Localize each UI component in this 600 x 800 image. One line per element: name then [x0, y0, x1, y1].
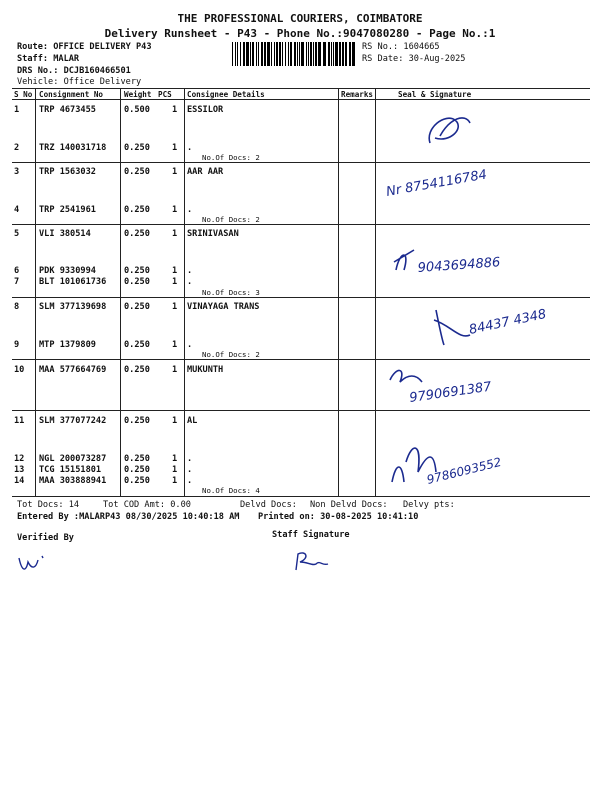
row-consignee: . — [187, 205, 193, 215]
row-pcs: 1 — [172, 229, 178, 239]
row-pcs: 1 — [172, 143, 178, 153]
row-pcs: 1 — [172, 277, 178, 287]
svg-text:9786093552: 9786093552 — [425, 454, 503, 487]
row-pcs: 1 — [172, 205, 178, 215]
row-pcs: 1 — [172, 465, 178, 475]
delivery-points: Delvy pts: — [403, 500, 455, 510]
signature-group6 — [388, 432, 548, 492]
drs-number: DRS No.: DCJB160466501 — [17, 66, 131, 76]
row-sno: 3 — [14, 167, 20, 177]
row-pcs: 1 — [172, 302, 178, 312]
col-divider — [375, 88, 376, 496]
barcode-bar — [323, 42, 326, 66]
barcode-bar — [279, 42, 281, 66]
row-sno: 2 — [14, 143, 20, 153]
row-sno: 10 — [14, 365, 25, 375]
group-divider — [12, 224, 590, 225]
signature-group1 — [420, 108, 480, 153]
delivered-docs: Delvd Docs: — [240, 500, 297, 510]
group-divider — [12, 297, 590, 298]
row-pcs: 1 — [172, 454, 178, 464]
company-name: THE PROFESSIONAL COURIERS, COIMBATORE — [177, 12, 423, 25]
row-sno: 11 — [14, 416, 25, 426]
col-divider — [338, 88, 339, 496]
docs-count: No.Of Docs: 2 — [202, 350, 260, 359]
verifier-signature — [16, 550, 50, 578]
row-weight: 0.250 — [124, 143, 150, 153]
barcode-bar — [333, 42, 334, 66]
row-sno: 5 — [14, 229, 20, 239]
total-docs: Tot Docs: 14 — [17, 500, 80, 510]
printed-on: Printed on: 30-08-2025 10:41:10 — [258, 512, 419, 522]
row-consignee: . — [187, 277, 193, 287]
row-weight: 0.250 — [124, 416, 150, 426]
svg-text:9043694886: 9043694886 — [417, 255, 501, 276]
row-consignment: MAA 303888941 — [39, 476, 107, 486]
row-weight: 0.250 — [124, 229, 150, 239]
barcode-bar — [349, 42, 351, 66]
row-consignment: PDK 9330994 — [39, 266, 96, 276]
barcode-bar — [243, 42, 245, 66]
barcode-bar — [250, 42, 251, 66]
barcode-bar — [267, 42, 270, 66]
barcode-bar — [335, 42, 338, 66]
row-consignee: AAR AAR — [187, 167, 224, 177]
row-sno: 1 — [14, 105, 20, 115]
row-consignee: . — [187, 340, 193, 350]
row-consignment: NGL 200073287 — [39, 454, 107, 464]
barcode-bar — [352, 42, 355, 66]
runsheet-title: Delivery Runsheet - P43 - Phone No.:9047080280 - Page No.:1 — [104, 27, 496, 40]
barcode-bar — [308, 42, 309, 66]
row-consignment: MTP 1379809 — [39, 340, 96, 350]
barcode-bar — [256, 42, 257, 66]
col-header-remarks: Remarks — [341, 90, 374, 99]
signature-group4 — [430, 300, 580, 360]
svg-text:9790691387: 9790691387 — [408, 379, 493, 406]
barcode-bar — [345, 42, 347, 66]
row-consignee: . — [187, 476, 193, 486]
row-pcs: 1 — [172, 476, 178, 486]
barcode-bar — [261, 42, 263, 66]
row-weight: 0.250 — [124, 365, 150, 375]
row-consignment: TRP 4673455 — [39, 105, 96, 115]
row-sno: 8 — [14, 302, 20, 312]
row-weight: 0.500 — [124, 105, 150, 115]
row-pcs: 1 — [172, 167, 178, 177]
col-header-consignee: Consignee Details — [187, 90, 265, 99]
row-consignment: MAA 577664769 — [39, 365, 107, 375]
svg-text:84437 4348: 84437 4348 — [467, 306, 548, 338]
barcode-bar — [274, 42, 275, 66]
barcode-bar — [339, 42, 341, 66]
docs-count: No.Of Docs: 2 — [202, 215, 260, 224]
col-header-seal-signature: Seal & Signature — [398, 90, 472, 99]
row-weight: 0.250 — [124, 476, 150, 486]
entered-by: Entered By :MALARP43 08/30/2025 10:40:18 AM — [17, 512, 240, 522]
row-weight: 0.250 — [124, 465, 150, 475]
row-consignee: AL — [187, 416, 198, 426]
row-consignment: TRZ 140031718 — [39, 143, 107, 153]
barcode-bar — [282, 42, 283, 66]
row-weight: 0.250 — [124, 302, 150, 312]
row-pcs: 1 — [172, 105, 178, 115]
row-consignment: VLI 380514 — [39, 229, 91, 239]
row-pcs: 1 — [172, 266, 178, 276]
barcode-bar — [246, 42, 249, 66]
group-divider — [12, 162, 590, 163]
row-sno: 6 — [14, 266, 20, 276]
row-pcs: 1 — [172, 416, 178, 426]
row-weight: 0.250 — [124, 454, 150, 464]
col-divider — [120, 88, 121, 496]
row-pcs: 1 — [172, 340, 178, 350]
row-sno: 12 — [14, 454, 25, 464]
barcode-bar — [232, 42, 233, 66]
staff-label: Staff: MALAR — [17, 54, 80, 64]
barcode-bar — [315, 42, 317, 66]
barcode-bar — [235, 42, 236, 66]
col-header-sno: S No — [14, 90, 33, 99]
barcode-bar — [271, 42, 272, 66]
signature-group5 — [386, 362, 536, 412]
row-sno: 9 — [14, 340, 20, 350]
col-divider — [184, 88, 185, 496]
row-consignment: SLM 377139698 — [39, 302, 107, 312]
table-top-border — [12, 88, 590, 89]
total-cod: Tot COD Amt: 0.00 — [103, 500, 191, 510]
row-consignee: . — [187, 143, 193, 153]
col-header-weight: Weight — [124, 90, 152, 99]
row-weight: 0.250 — [124, 340, 150, 350]
row-sno: 14 — [14, 476, 25, 486]
barcode-bar — [301, 42, 304, 66]
barcode-bar — [299, 42, 300, 66]
barcode-bar — [285, 42, 286, 66]
barcode-bar — [310, 42, 312, 66]
row-consignee: VINAYAGA TRANS — [187, 302, 260, 312]
docs-count: No.Of Docs: 3 — [202, 288, 260, 297]
barcode-bar — [306, 42, 307, 66]
barcode-bar — [297, 42, 298, 66]
barcode-bar — [237, 42, 238, 66]
barcode-bar — [342, 42, 344, 66]
barcode-bar — [328, 42, 330, 66]
barcode-bar — [276, 42, 278, 66]
col-divider — [35, 88, 36, 496]
barcode-bar — [252, 42, 254, 66]
verified-by-label: Verified By — [17, 533, 74, 543]
vehicle-label: Vehicle: Office Delivery — [17, 77, 142, 87]
row-weight: 0.250 — [124, 266, 150, 276]
barcode-bar — [240, 42, 241, 66]
row-consignee: MUKUNTH — [187, 365, 224, 375]
row-consignee: . — [187, 454, 193, 464]
barcode-bar — [318, 42, 321, 66]
staff-signature — [292, 548, 332, 576]
row-consignment: TRP 1563032 — [39, 167, 96, 177]
row-consignment: SLM 377077242 — [39, 416, 107, 426]
barcode-bar — [290, 42, 292, 66]
row-consignment: TRP 2541961 — [39, 205, 96, 215]
signature-group3 — [392, 240, 532, 285]
staff-signature-label: Staff Signature — [272, 530, 350, 540]
row-weight: 0.250 — [124, 277, 150, 287]
row-sno: 7 — [14, 277, 20, 287]
barcode-bar — [313, 42, 314, 66]
row-consignee: . — [187, 465, 193, 475]
row-consignee: SRINIVASAN — [187, 229, 239, 239]
row-consignment: BLT 101061736 — [39, 277, 107, 287]
docs-count: No.Of Docs: 4 — [202, 486, 260, 495]
rs-number: RS No.: 1604665 — [362, 42, 440, 52]
row-pcs: 1 — [172, 365, 178, 375]
barcode-bar — [294, 42, 296, 66]
row-consignee: . — [187, 266, 193, 276]
barcode-bar — [264, 42, 266, 66]
row-weight: 0.250 — [124, 205, 150, 215]
barcode-bar — [288, 42, 289, 66]
barcode-bar — [331, 42, 332, 66]
row-weight: 0.250 — [124, 167, 150, 177]
row-consignee: ESSILOR — [187, 105, 224, 115]
rs-date: RS Date: 30-Aug-2025 — [362, 54, 466, 64]
svg-text:Nr 8754116784: Nr 8754116784 — [385, 167, 489, 200]
table-header-bottom-border — [12, 99, 590, 100]
docs-count: No.Of Docs: 2 — [202, 153, 260, 162]
signature-group2 — [385, 167, 515, 220]
row-sno: 13 — [14, 465, 25, 475]
barcode — [232, 42, 356, 66]
non-delivered-docs: Non Delvd Docs: — [310, 500, 388, 510]
route-label: Route: OFFICE DELIVERY P43 — [17, 42, 152, 52]
row-sno: 4 — [14, 205, 20, 215]
barcode-bar — [258, 42, 259, 66]
col-header-pcs: PCS — [158, 90, 172, 99]
row-consignment: TCG 15151801 — [39, 465, 102, 475]
table-bottom-border — [12, 496, 590, 497]
col-header-consignment: Consignment No — [39, 90, 104, 99]
